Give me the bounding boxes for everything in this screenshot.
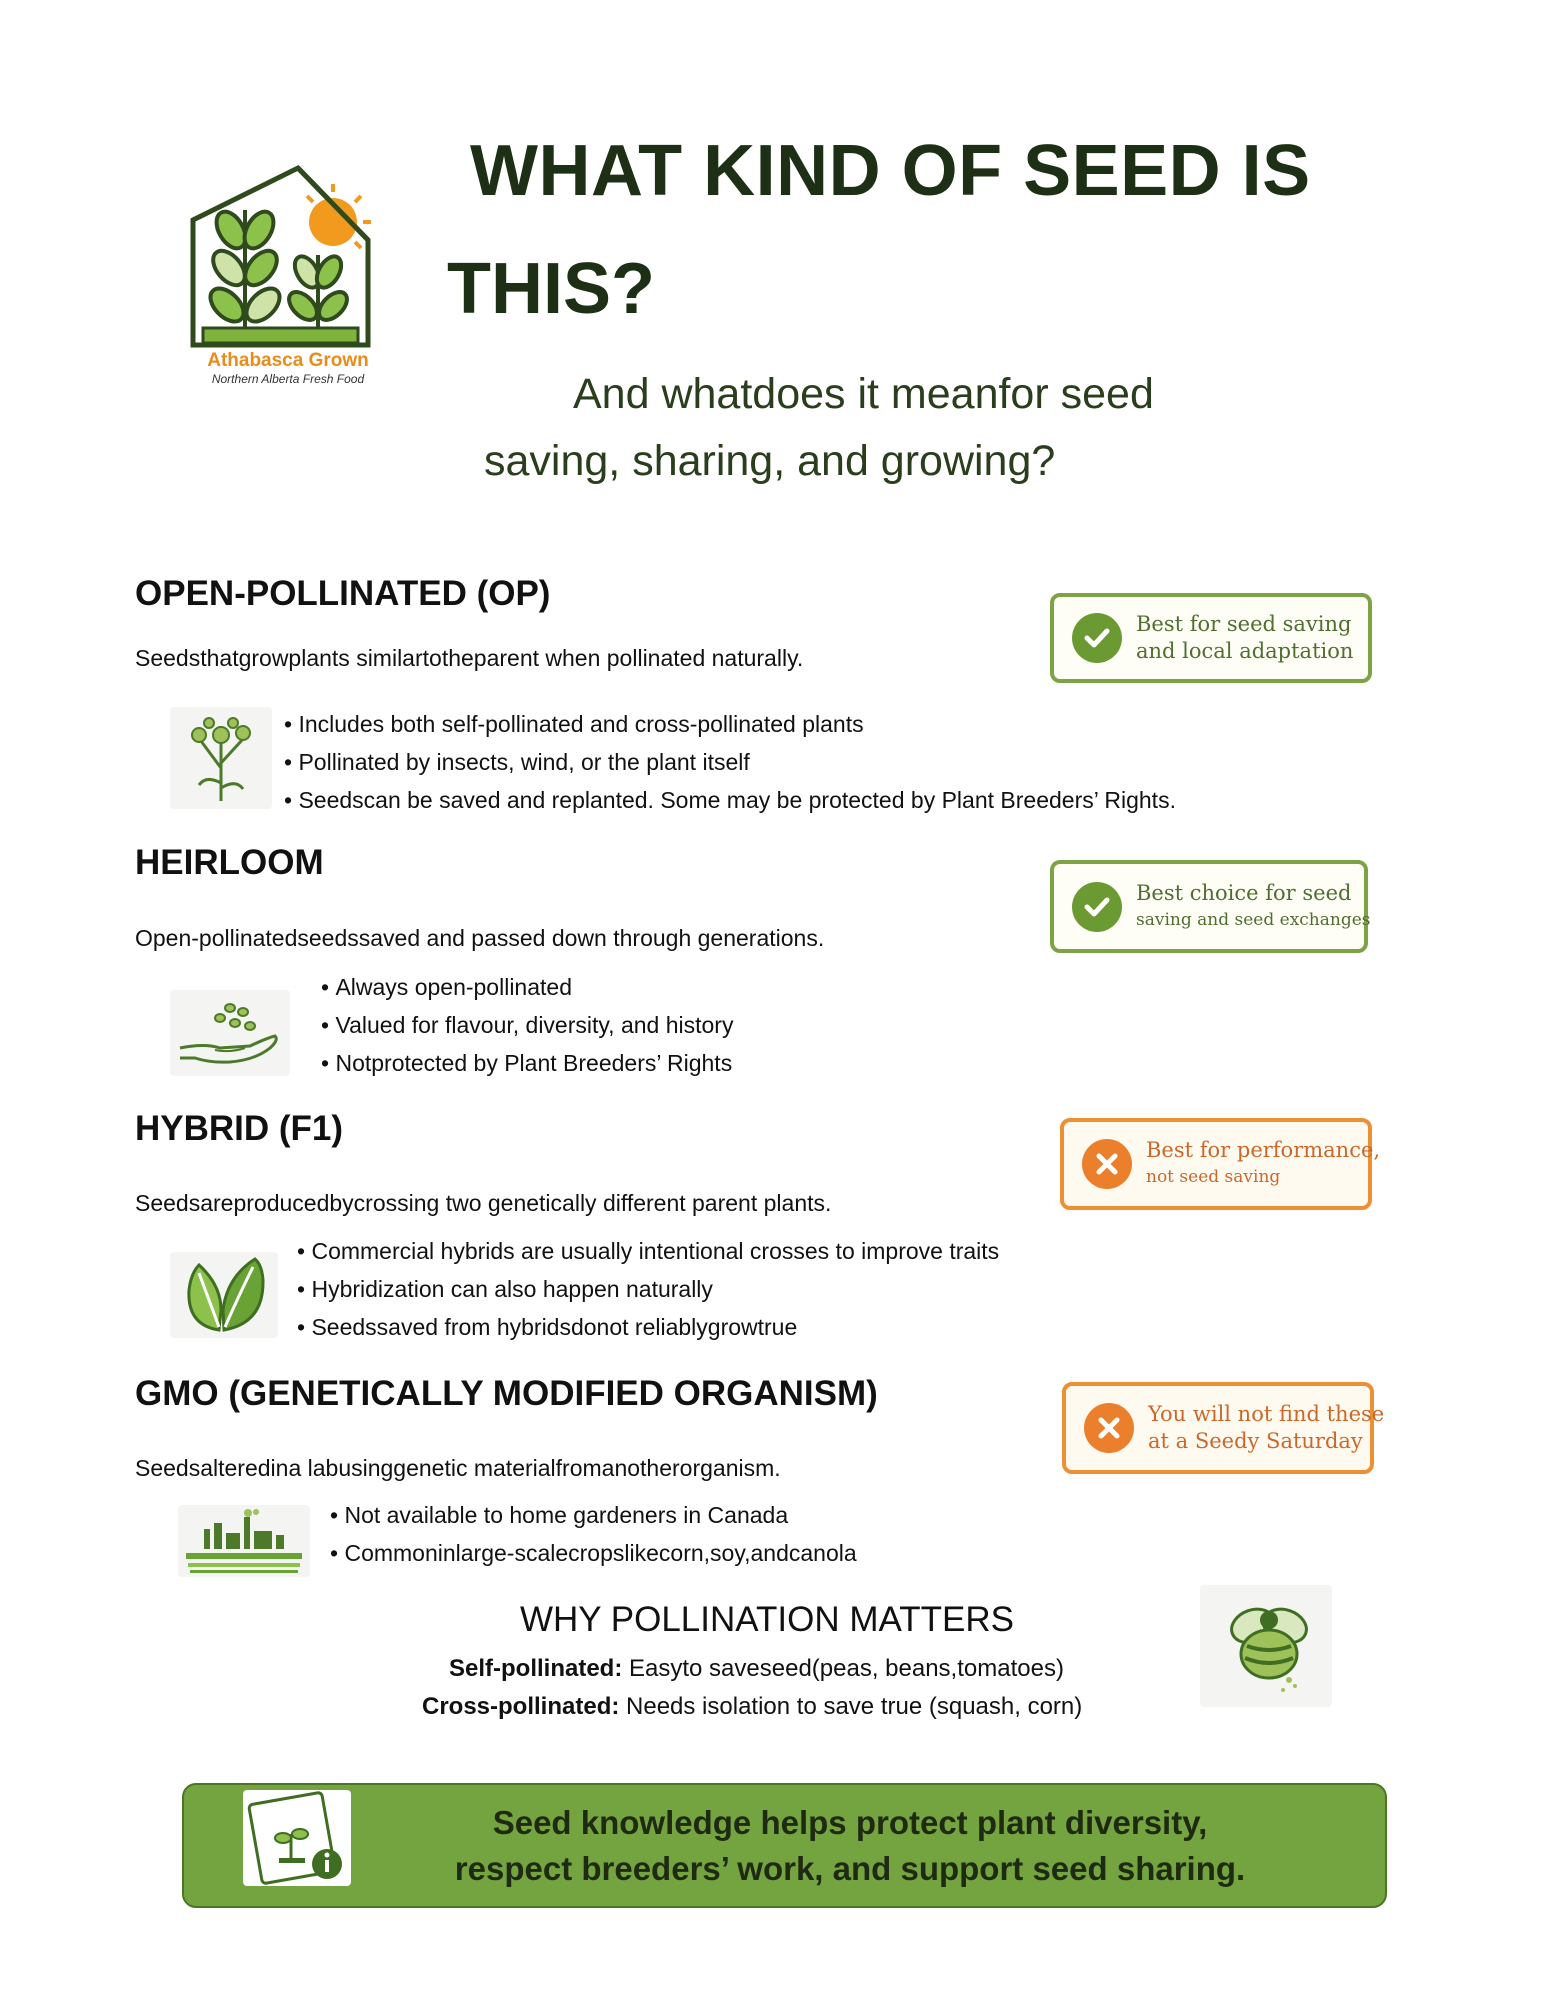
leaves-icon	[170, 1252, 278, 1338]
list-item: • Commoninlarge-scalecropslikecorn,soy,andcanola	[330, 1534, 857, 1572]
badge-text-line-1: You will not find these	[1148, 1402, 1385, 1426]
hand-seeds-icon	[170, 990, 290, 1076]
cross-pollinated-label: Cross-pollinated:	[422, 1693, 620, 1720]
logo-tagline: Northern Alberta Fresh Food	[211, 372, 365, 386]
greenhouse-logo-icon	[183, 160, 383, 350]
list-item: • Seedscan be saved and replanted. Some may be protected by Plant Breeders’ Rights.	[284, 781, 1176, 819]
cross-pollinated-text: Needs isolation to save true (squash, corn)	[619, 1693, 1083, 1720]
self-pollinated-label: Self-pollinated:	[449, 1655, 623, 1682]
list-item: • Not available to home gardeners in Canada	[330, 1496, 857, 1534]
badge-text-line-1: Best for performance,	[1146, 1138, 1381, 1162]
heirloom-bullet-list	[321, 968, 733, 1082]
op-bullet-list	[284, 705, 1176, 819]
x-mark-icon	[1082, 1139, 1132, 1189]
cross-pollinated-line	[422, 1693, 1082, 1721]
checkmark-icon	[1072, 613, 1122, 663]
heirloom-section-title: HEIRLOOM	[135, 843, 324, 882]
badge-text-line-2: at a Seedy Saturday	[1148, 1429, 1363, 1453]
bee-icon	[1200, 1585, 1332, 1707]
hybrid-badge	[1060, 1118, 1381, 1210]
op-badge	[1050, 593, 1372, 683]
self-pollinated-text: Easyto saveseed(peas, beans,tomatoes)	[622, 1655, 1064, 1682]
page-title-line-2: THIS?	[447, 249, 655, 329]
list-item: • Commercial hybrids are usually intentional crosses to improve traits	[297, 1232, 999, 1270]
heirloom-badge	[1050, 860, 1371, 953]
list-item: • Always open-pollinated	[321, 968, 733, 1006]
list-item: • Seedssaved from hybridsdonot reliablygrowtrue	[297, 1308, 999, 1346]
list-item: • Notprotected by Plant Breeders’ Rights	[321, 1044, 733, 1082]
subtitle-line-1: And whatdoes it meanfor seed	[573, 370, 1154, 418]
hybrid-bullet-list	[297, 1232, 999, 1346]
factory-farm-icon	[178, 1505, 310, 1577]
page-title-line-1: WHAT KIND OF SEED IS	[470, 131, 1311, 211]
logo-name: Athabasca Grown	[207, 350, 369, 371]
badge-text-line-1: Best choice for seed	[1136, 880, 1352, 905]
gmo-badge	[1062, 1382, 1385, 1474]
pollination-section-title: WHY POLLINATION MATTERS	[520, 1600, 1014, 1639]
badge-text-line-1: Best for seed saving	[1136, 612, 1352, 636]
hybrid-section-title: HYBRID (F1)	[135, 1109, 344, 1148]
x-mark-icon	[1084, 1403, 1134, 1453]
gmo-bullet-list	[330, 1496, 857, 1572]
list-item: • Valued for flavour, diversity, and history	[321, 1006, 733, 1044]
badge-text-line-2: not seed saving	[1146, 1167, 1281, 1187]
op-description: Seedsthatgrowplants similartotheparent when pollinated naturally.	[135, 645, 804, 671]
badge-text-line-2: saving and seed exchanges	[1136, 909, 1371, 930]
list-item: • Includes both self-pollinated and cross-pollinated plants	[284, 705, 1176, 743]
banner-line-2: respect breeders’ work, and support seed sharing.	[454, 1850, 1246, 1887]
badge-text-line-2: and local adaptation	[1136, 639, 1354, 663]
banner-line-1: Seed knowledge helps protect plant diversity,	[492, 1804, 1208, 1841]
hybrid-description: Seedsareproducedbycrossing two genetically different parent plants.	[135, 1190, 832, 1216]
gmo-description: Seedsalteredina labusinggenetic materialfromanotherorganism.	[135, 1455, 781, 1481]
banner-message	[400, 1800, 1300, 1892]
gmo-section-title: GMO (GENETICALLY MODIFIED ORGANISM)	[135, 1374, 878, 1413]
subtitle-line-2: saving, sharing, and growing?	[484, 437, 1056, 485]
self-pollinated-line	[449, 1655, 1064, 1683]
seed-packet-info-icon	[243, 1790, 351, 1886]
list-item: • Hybridization can also happen naturally	[297, 1270, 999, 1308]
op-section-title: OPEN-POLLINATED (OP)	[135, 574, 551, 613]
flower-plant-icon	[170, 707, 272, 809]
heirloom-description: Open-pollinatedseedssaved and passed down through generations.	[135, 925, 825, 951]
checkmark-icon	[1072, 882, 1122, 932]
list-item: • Pollinated by insects, wind, or the plant itself	[284, 743, 1176, 781]
